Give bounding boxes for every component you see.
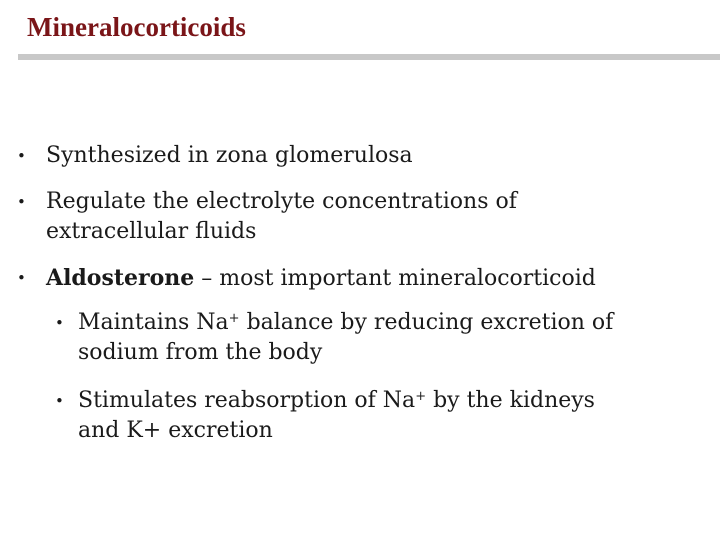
bullet-emphasis: Aldosterone: [46, 265, 195, 291]
bullet-dot-icon: •: [55, 314, 64, 332]
sub-bullet-text-line2: and K+ excretion: [78, 418, 273, 443]
bullet-text-rest: – most important mineralocorticoid: [194, 266, 596, 291]
bullet-item: [17, 187, 517, 247]
sub-bullet-text-pre: Stimulates reabsorption of Na: [78, 388, 416, 413]
bullet-item: [17, 141, 413, 171]
sub-bullet-text-pre: Maintains Na: [78, 310, 229, 335]
sub-bullet-text-post: balance by reducing excretion of: [239, 310, 614, 335]
superscript-charge: +: [415, 389, 427, 404]
bullet-dot-icon: •: [17, 147, 26, 165]
sub-bullet-item: [55, 308, 614, 368]
bullet-item: [17, 263, 596, 294]
bullet-text-line2: extracellular fluids: [46, 219, 257, 244]
bullet-text: Synthesized in zona glomerulosa: [46, 143, 413, 168]
bullet-dot-icon: •: [17, 193, 26, 211]
bullet-dot-icon: •: [55, 392, 64, 410]
title-divider: [18, 54, 720, 60]
bullet-text: [46, 263, 596, 294]
sub-bullet-text-line1: [78, 308, 613, 338]
bullet-dot-icon: •: [17, 269, 26, 287]
superscript-charge: +: [228, 311, 240, 326]
bullet-text-line1: Regulate the electrolyte concentrations of: [46, 189, 517, 214]
sub-bullet-text-post: by the kidneys: [426, 388, 595, 413]
sub-bullet-text-line1: [78, 386, 595, 416]
sub-bullet-item: [55, 386, 595, 446]
slide-title: Mineralocorticoids: [27, 12, 246, 42]
sub-bullet-text-line2: sodium from the body: [78, 340, 323, 365]
